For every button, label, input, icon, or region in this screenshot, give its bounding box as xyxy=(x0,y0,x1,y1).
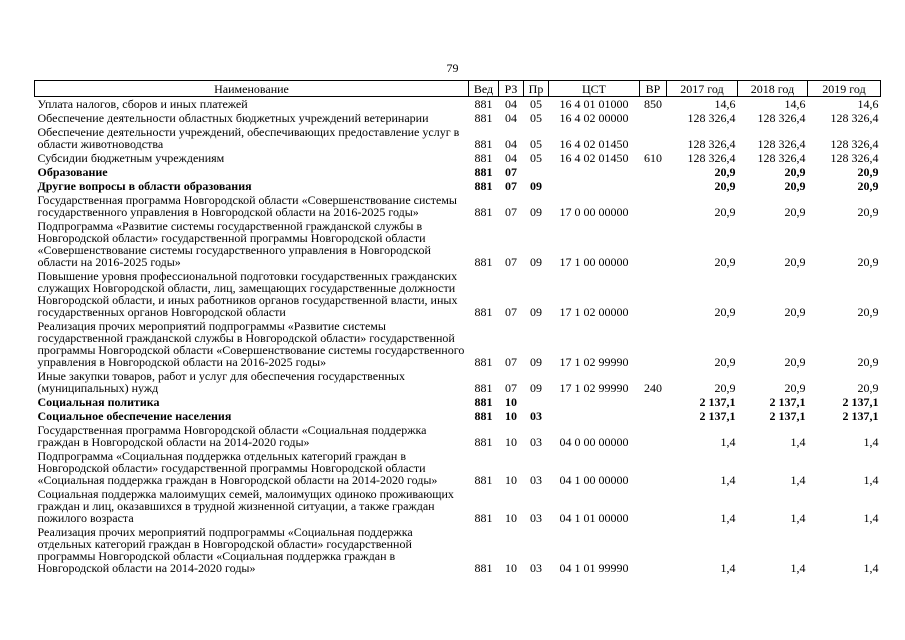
cell-cst: 17 1 00 00000 xyxy=(559,255,629,269)
cell-pr xyxy=(524,395,549,409)
cell-2017: 20,9 xyxy=(714,165,736,179)
cell-rz: 07 xyxy=(505,179,517,193)
table-header xyxy=(35,81,881,97)
cell-ved: 881 xyxy=(474,305,493,319)
cell-2019: 128 326,4 xyxy=(830,137,879,151)
cell-name: Субсидии бюджетным учреждениям xyxy=(37,151,225,165)
cell-cst xyxy=(549,409,640,423)
cell-vr xyxy=(640,319,667,369)
cell-rz: 10 xyxy=(505,561,517,575)
table-row xyxy=(35,423,881,449)
cell-2017: 20,9 xyxy=(714,381,736,395)
cell-2017: 1,4 xyxy=(720,473,736,487)
cell-2018: 20,9 xyxy=(784,179,806,193)
cell-2017: 1,4 xyxy=(720,435,736,449)
cell-rz: 10 xyxy=(505,395,517,409)
cell-pr: 05 xyxy=(530,97,542,111)
cell-2019: 20,9 xyxy=(857,355,879,369)
table-row xyxy=(35,97,881,112)
cell-vr xyxy=(640,525,667,575)
cell-ved: 881 xyxy=(474,151,493,165)
cell-vr xyxy=(640,165,667,179)
cell-rz: 04 xyxy=(505,137,517,151)
column-header-vr: ВР xyxy=(640,81,667,97)
cell-2018: 1,4 xyxy=(790,435,806,449)
column-header-name: Наименование xyxy=(35,81,469,97)
cell-ved: 881 xyxy=(474,137,493,151)
cell-rz: 07 xyxy=(505,165,517,179)
cell-name: Подпрограмма «Развитие системы государственной гражданской службы в Новгородской области» государственной программы Новгородской области «Совершенствование системы государственного управления в Новгородской области на 2016-2025 годы» xyxy=(37,219,431,269)
cell-cst: 04 0 00 00000 xyxy=(559,435,629,449)
table-row xyxy=(35,409,881,423)
cell-pr: 09 xyxy=(530,179,542,193)
cell-2019: 20,9 xyxy=(857,179,879,193)
cell-vr xyxy=(640,179,667,193)
table-row xyxy=(35,165,881,179)
cell-name: Повышение уровня профессиональной подготовки государственных гражданских служащих Новгородской области, лиц, замещающих государственные должности Новгородской области, и иных работников органов государственной власти, иных государственных органов Новгородской области xyxy=(37,269,458,319)
column-header-rz: РЗ xyxy=(499,81,524,97)
cell-pr: 09 xyxy=(530,355,542,369)
cell-2017: 14,6 xyxy=(714,97,736,111)
cell-2019: 20,9 xyxy=(857,165,879,179)
cell-2017: 128 326,4 xyxy=(687,151,736,165)
cell-vr xyxy=(640,125,667,151)
cell-2017: 20,9 xyxy=(714,205,736,219)
cell-2019: 14,6 xyxy=(857,97,879,111)
table-row xyxy=(35,487,881,525)
cell-2018: 14,6 xyxy=(784,97,806,111)
cell-pr: 05 xyxy=(530,111,542,125)
cell-2019: 20,9 xyxy=(857,255,879,269)
table-row xyxy=(35,525,881,575)
cell-2017: 1,4 xyxy=(720,561,736,575)
cell-2017: 20,9 xyxy=(714,255,736,269)
cell-2019: 128 326,4 xyxy=(830,111,879,125)
cell-2018: 128 326,4 xyxy=(757,151,806,165)
cell-pr: 05 xyxy=(530,151,542,165)
cell-ved: 881 xyxy=(474,381,493,395)
cell-rz: 04 xyxy=(505,97,517,111)
cell-cst: 16 4 02 00000 xyxy=(559,111,629,125)
cell-cst: 17 1 02 00000 xyxy=(559,305,629,319)
cell-2017: 128 326,4 xyxy=(687,111,736,125)
cell-2019: 1,4 xyxy=(863,473,879,487)
cell-cst: 17 0 00 00000 xyxy=(559,205,629,219)
cell-rz: 10 xyxy=(505,409,517,423)
table-row xyxy=(35,111,881,125)
cell-2019: 20,9 xyxy=(857,205,879,219)
cell-cst: 04 1 00 00000 xyxy=(559,473,629,487)
cell-vr xyxy=(640,269,667,319)
cell-cst xyxy=(549,165,640,179)
cell-pr xyxy=(524,165,549,179)
cell-2019: 2 137,1 xyxy=(842,409,879,423)
table-body xyxy=(35,97,881,576)
cell-name: Другие вопросы в области образования xyxy=(37,179,252,193)
cell-2018: 1,4 xyxy=(790,511,806,525)
cell-2018: 20,9 xyxy=(784,205,806,219)
column-header-ved: Вед xyxy=(469,81,499,97)
cell-pr: 03 xyxy=(530,561,542,575)
cell-2018: 20,9 xyxy=(784,381,806,395)
cell-2018: 128 326,4 xyxy=(757,111,806,125)
cell-2017: 128 326,4 xyxy=(687,137,736,151)
cell-vr xyxy=(640,193,667,219)
cell-rz: 07 xyxy=(505,381,517,395)
cell-cst: 16 4 02 01450 xyxy=(559,151,629,165)
table-row xyxy=(35,449,881,487)
cell-ved: 881 xyxy=(474,511,493,525)
cell-vr xyxy=(640,219,667,269)
cell-ved: 881 xyxy=(474,179,493,193)
cell-pr: 05 xyxy=(530,137,542,151)
cell-ved: 881 xyxy=(474,205,493,219)
cell-2019: 128 326,4 xyxy=(830,151,879,165)
cell-2018: 2 137,1 xyxy=(769,409,806,423)
cell-name: Образование xyxy=(37,165,108,179)
cell-2017: 20,9 xyxy=(714,305,736,319)
cell-name: Социальное обеспечение населения xyxy=(37,409,232,423)
cell-vr: 240 xyxy=(644,381,662,395)
cell-2017: 2 137,1 xyxy=(699,409,736,423)
cell-vr xyxy=(640,423,667,449)
cell-pr: 03 xyxy=(530,409,542,423)
cell-rz: 10 xyxy=(505,473,517,487)
cell-ved: 881 xyxy=(474,395,493,409)
cell-ved: 881 xyxy=(474,111,493,125)
cell-ved: 881 xyxy=(474,97,493,111)
cell-name: Реализация прочих мероприятий подпрограммы «Социальная поддержка отдельных категорий граждан в Новгородской области» государственной программы Новгородской области «Социальная поддержка граждан в Новгородской области на 2014-2020 годы» xyxy=(37,525,413,575)
cell-name: Иные закупки товаров, работ и услуг для обеспечения государственных (муниципальных) нужд xyxy=(37,369,405,395)
cell-2019: 20,9 xyxy=(857,381,879,395)
cell-name: Государственная программа Новгородской области «Социальная поддержка граждан в Новгородской области на 2014-2020 годы» xyxy=(37,423,427,449)
cell-2019: 2 137,1 xyxy=(842,395,879,409)
cell-2018: 2 137,1 xyxy=(769,395,806,409)
cell-2017: 1,4 xyxy=(720,511,736,525)
cell-pr: 09 xyxy=(530,305,542,319)
cell-ved: 881 xyxy=(474,435,493,449)
cell-2019: 1,4 xyxy=(863,435,879,449)
cell-2018: 20,9 xyxy=(784,255,806,269)
cell-2019: 1,4 xyxy=(863,511,879,525)
cell-name: Социальная политика xyxy=(37,395,160,409)
cell-vr: 610 xyxy=(644,151,662,165)
cell-rz: 07 xyxy=(505,205,517,219)
cell-pr: 03 xyxy=(530,511,542,525)
cell-cst: 04 1 01 00000 xyxy=(559,511,629,525)
cell-name: Обеспечение деятельности учреждений, обеспечивающих предоставление услуг в области животноводства xyxy=(37,125,460,151)
cell-rz: 07 xyxy=(505,305,517,319)
cell-2017: 20,9 xyxy=(714,355,736,369)
table-row xyxy=(35,193,881,219)
column-header-2017: 2017 год xyxy=(667,81,738,97)
table-row xyxy=(35,151,881,165)
cell-rz: 10 xyxy=(505,511,517,525)
budget-table xyxy=(34,80,881,575)
cell-ved: 881 xyxy=(474,561,493,575)
cell-ved: 881 xyxy=(474,165,493,179)
cell-2018: 128 326,4 xyxy=(757,137,806,151)
cell-name: Реализация прочих мероприятий подпрограммы «Развитие системы государственной гражданской службы в Новгородской области» государственной программы Новгородской области «Совершенствование системы государственного управления в Новгородской области на 2016-2025 годы» xyxy=(37,319,465,369)
cell-name: Государственная программа Новгородской области «Совершенствование системы государственного управления в Новгородской области на 2016-2025 годы» xyxy=(37,193,457,219)
cell-2017: 20,9 xyxy=(714,179,736,193)
cell-rz: 04 xyxy=(505,151,517,165)
cell-name: Подпрограмма «Социальная поддержка отдельных категорий граждан в Новгородской области» государственной программы Новгородской области «Социальная поддержка граждан в Новгородской области на 2014-2020 годы» xyxy=(37,449,438,487)
cell-rz: 10 xyxy=(505,435,517,449)
cell-rz: 04 xyxy=(505,111,517,125)
cell-2018: 20,9 xyxy=(784,355,806,369)
cell-ved: 881 xyxy=(474,255,493,269)
cell-ved: 881 xyxy=(474,409,493,423)
column-header-cst: ЦСТ xyxy=(549,81,640,97)
cell-vr xyxy=(640,111,667,125)
cell-pr: 09 xyxy=(530,255,542,269)
table-row xyxy=(35,395,881,409)
cell-vr xyxy=(640,449,667,487)
cell-2018: 20,9 xyxy=(784,165,806,179)
cell-2018: 20,9 xyxy=(784,305,806,319)
table-row xyxy=(35,369,881,395)
cell-cst xyxy=(549,179,640,193)
table-row xyxy=(35,179,881,193)
column-header-pr: Пр xyxy=(524,81,549,97)
cell-pr: 09 xyxy=(530,205,542,219)
cell-vr xyxy=(640,409,667,423)
cell-pr: 03 xyxy=(530,435,542,449)
cell-vr xyxy=(640,395,667,409)
cell-cst xyxy=(549,395,640,409)
cell-rz: 07 xyxy=(505,255,517,269)
cell-cst: 17 1 02 99990 xyxy=(559,381,629,395)
cell-2018: 1,4 xyxy=(790,561,806,575)
cell-rz: 07 xyxy=(505,355,517,369)
cell-ved: 881 xyxy=(474,355,493,369)
cell-2018: 1,4 xyxy=(790,473,806,487)
table-row xyxy=(35,219,881,269)
cell-cst: 16 4 01 01000 xyxy=(559,97,629,111)
cell-2017: 2 137,1 xyxy=(699,395,736,409)
cell-name: Уплата налогов, сборов и иных платежей xyxy=(37,97,248,111)
table-row xyxy=(35,319,881,369)
column-header-2019: 2019 год xyxy=(808,81,881,97)
cell-cst: 04 1 01 99990 xyxy=(559,561,629,575)
cell-ved: 881 xyxy=(474,473,493,487)
table-row xyxy=(35,125,881,151)
cell-name: Обеспечение деятельности областных бюджетных учреждений ветеринарии xyxy=(37,111,429,125)
cell-cst: 17 1 02 99990 xyxy=(559,355,629,369)
column-header-2018: 2018 год xyxy=(738,81,808,97)
cell-2019: 20,9 xyxy=(857,305,879,319)
cell-vr: 850 xyxy=(644,97,662,111)
cell-2019: 1,4 xyxy=(863,561,879,575)
cell-vr xyxy=(640,487,667,525)
cell-pr: 09 xyxy=(530,381,542,395)
cell-cst: 16 4 02 01450 xyxy=(559,137,629,151)
table-row xyxy=(35,269,881,319)
cell-pr: 03 xyxy=(530,473,542,487)
cell-name: Социальная поддержка малоимущих семей, малоимущих одиноко проживающих граждан и лиц, оказавшихся в трудной жизненной ситуации, а также граждан пожилого возраста xyxy=(37,487,454,525)
page-number: 79 xyxy=(446,61,459,75)
